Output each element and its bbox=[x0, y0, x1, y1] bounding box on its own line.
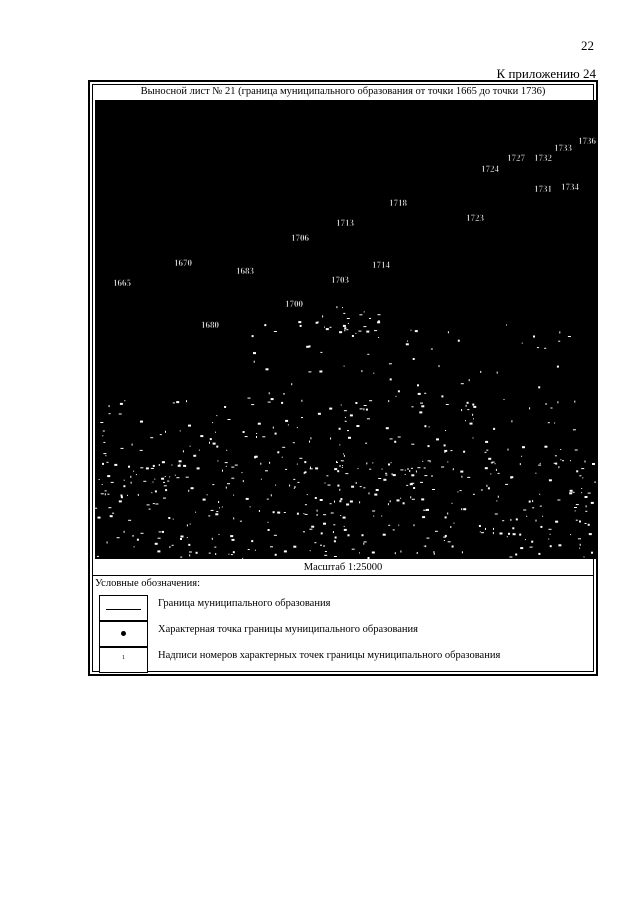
point-label-1683: 1683 bbox=[236, 266, 254, 276]
point-label-1731: 1731 bbox=[534, 184, 552, 194]
point-label-1670: 1670 bbox=[174, 258, 192, 268]
legend-symbol-boundary-point bbox=[99, 621, 148, 647]
legend-text-boundary-line: Граница муниципального образования bbox=[158, 598, 331, 609]
point-label-1734: 1734 bbox=[561, 182, 579, 192]
sheet-title: Выносной лист № 21 (граница муниципального образования от точки 1665 до точки 1736) bbox=[140, 86, 546, 97]
point-label-icon: 1 bbox=[122, 655, 125, 661]
point-label-1703: 1703 bbox=[331, 275, 349, 285]
map-area[interactable] bbox=[95, 100, 596, 559]
map-canvas bbox=[95, 100, 596, 559]
point-label-1732: 1732 bbox=[534, 153, 552, 163]
page-number: 22 bbox=[581, 38, 594, 53]
point-label-1723: 1723 bbox=[466, 213, 484, 223]
point-label-1714: 1714 bbox=[372, 260, 390, 270]
legend-symbol-boundary-line bbox=[99, 595, 148, 621]
map-sheet-inner-frame bbox=[92, 84, 594, 672]
map-scale: Масштаб 1:25000 bbox=[303, 562, 383, 573]
point-label-1718: 1718 bbox=[389, 198, 407, 208]
point-label-1736: 1736 bbox=[578, 136, 596, 146]
boundary-line-icon bbox=[106, 609, 141, 610]
point-label-1680: 1680 bbox=[201, 320, 219, 330]
appendix-reference: К приложению 24 bbox=[496, 66, 596, 81]
legend-text-boundary-point: Характерная точка границы муниципального образования bbox=[158, 624, 418, 635]
legend-separator bbox=[93, 575, 593, 576]
point-label-1700: 1700 bbox=[285, 299, 303, 309]
point-label-1724: 1724 bbox=[481, 164, 499, 174]
map-sheet-frame bbox=[88, 80, 598, 676]
point-label-1727: 1727 bbox=[507, 153, 525, 163]
boundary-point-labels bbox=[113, 136, 596, 330]
legend-text-point-label: Надписи номеров характерных точек границы муниципального образования bbox=[158, 650, 501, 661]
legend-symbol-point-label bbox=[99, 647, 148, 673]
point-label-1665: 1665 bbox=[113, 278, 131, 288]
boundary-point-icon bbox=[121, 631, 126, 636]
terrain-speckles bbox=[95, 306, 596, 559]
point-label-1706: 1706 bbox=[291, 233, 309, 243]
point-label-1733: 1733 bbox=[554, 143, 572, 153]
legend-title: Условные обозначения: bbox=[95, 578, 201, 589]
point-label-1713: 1713 bbox=[336, 218, 354, 228]
